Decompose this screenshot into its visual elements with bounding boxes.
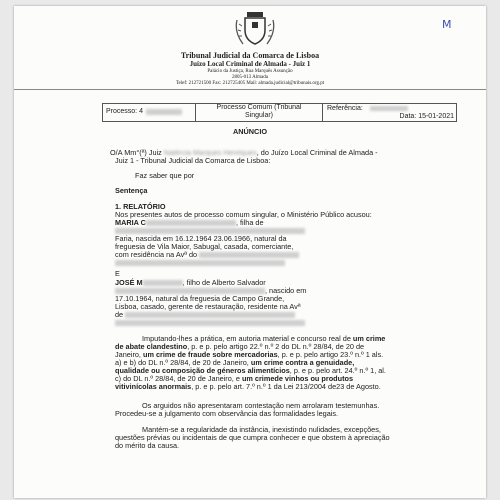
- announcement-title: ANÚNCIO: [232, 127, 268, 136]
- charges-line6: c) do DL n.º 28/84, de 20 de Janeiro, e um crimede vinhos ou produtos: [115, 374, 354, 383]
- header-divider: [14, 89, 486, 90]
- report-line13: de: [115, 311, 295, 319]
- intro-line2: Juiz 1 - Tribunal Judicial da Comarca de Lisboa:: [115, 156, 271, 165]
- redacted-name: [146, 220, 236, 226]
- reference-label: Referência:: [327, 105, 363, 112]
- charges-line2: de abate clandestino, p. e p. pelo artigo 22.º n.º 2 do DL n.º 28/84, de 20 de: [115, 342, 365, 351]
- report-line8: E: [115, 269, 120, 278]
- sentence-heading: Sentença: [115, 186, 148, 195]
- charges-line4: a) e b) do DL n.º 28/84, de 20 de Janeiro, um crime contra a genuidade,: [115, 358, 355, 367]
- report-line1: Nos presentes autos de processo comum singular, o Ministério Público acusou:: [115, 210, 372, 219]
- report-line6: com residência na Avª do: [115, 251, 299, 259]
- coat-of-arms-seal: [233, 10, 277, 50]
- charges-line3: Janeiro, um crime de fraude sobre mercadorias, p. e p. pelo artigo 23.º n.º 1 als.: [115, 350, 384, 359]
- report-line12: Lisboa, casado, gerente de restauração, residente na Avª: [115, 302, 301, 311]
- redacted-process-number: [146, 109, 182, 115]
- court-name: Tribunal Judicial da Comarca de Lisboa: [180, 51, 320, 60]
- report-line11: 17.10.1964, natural da freguesia de Campo Grande,: [115, 294, 285, 303]
- reference-cell: [323, 104, 456, 121]
- charges-line5: qualidade ou composição de géneros alimentícios, p. e p. pelo art. 24.º n.º 1, al.: [115, 366, 386, 375]
- process-type-line1: Processo Comum (Tribunal: [216, 104, 302, 111]
- court-building: Palácio da Justiça, Rua Marquês Assunção: [207, 69, 293, 74]
- process-info-table: [102, 103, 457, 122]
- charges-line1: Imputando-lhes a prática, em autoria material e concurso real de um crime: [142, 334, 386, 343]
- process-type-cell: [196, 104, 323, 121]
- report-line9: JOSÉ M , filho de Alberto Salvador: [115, 278, 266, 287]
- report-heading: 1. RELATÓRIO: [115, 202, 166, 211]
- intro-line1: O/A Mm°(ª) Juiz Natércia Marques Henriques, do Juízo Local Criminal de Almada -: [110, 148, 378, 157]
- redacted-address: [199, 252, 299, 258]
- redacted-judge-name: Natércia Marques Henriques: [163, 148, 257, 157]
- defendants-line1: Os arguidos não apresentaram contestação nem arrolaram testemunhas.: [142, 401, 380, 410]
- document-page: [14, 6, 486, 498]
- court-section: Juízo Local Criminal de Almada - Juiz 1: [189, 60, 311, 68]
- process-label: Processo: 4: [106, 108, 143, 115]
- redacted-name-2: [143, 280, 183, 286]
- report-line10: , nascido em: [115, 287, 306, 295]
- date-label: Data: 15-01-2021: [399, 113, 454, 120]
- process-type-line2: Singular): [244, 112, 273, 119]
- charges-line7: vitivinícolas anormais, p. e p. pelo art. 7.º n.º 1 da Lei 213/2004 de23 de Agosto.: [115, 382, 381, 391]
- report-line7-redacted: [115, 259, 285, 267]
- defendants-line2: Procedeu-se a julgamento com observância das formalidades legais.: [115, 409, 339, 418]
- report-line5: freguesia de Vila Maior, Sabugal, casada, comerciante,: [115, 242, 294, 251]
- report-line2: MARIA C , filha de: [115, 218, 264, 227]
- intro-line3: Faz saber que por: [135, 171, 195, 180]
- regularity-line2: questões prévias ou incidentais de que cumpra conhecer e que obstem à apreciação: [115, 433, 390, 442]
- report-line4: Faria, nascida em 16.12.1964 23.06.1966, natural da: [115, 234, 287, 243]
- court-postal: 2805-013 Almada: [232, 75, 268, 80]
- process-cell: [103, 104, 196, 121]
- margin-note: M: [442, 18, 452, 31]
- court-contacts: Telef: 212721500 Fax: 212725405 Mail: almada.judicial@tribunais.org.pt: [175, 81, 325, 86]
- regularity-line1: Mantém-se a regularidade da instância, inexistindo nulidades, excepções,: [142, 425, 381, 434]
- regularity-line3: do mérito da causa.: [115, 441, 180, 450]
- redacted-reference: [370, 106, 408, 111]
- report-line14-redacted: [115, 319, 305, 327]
